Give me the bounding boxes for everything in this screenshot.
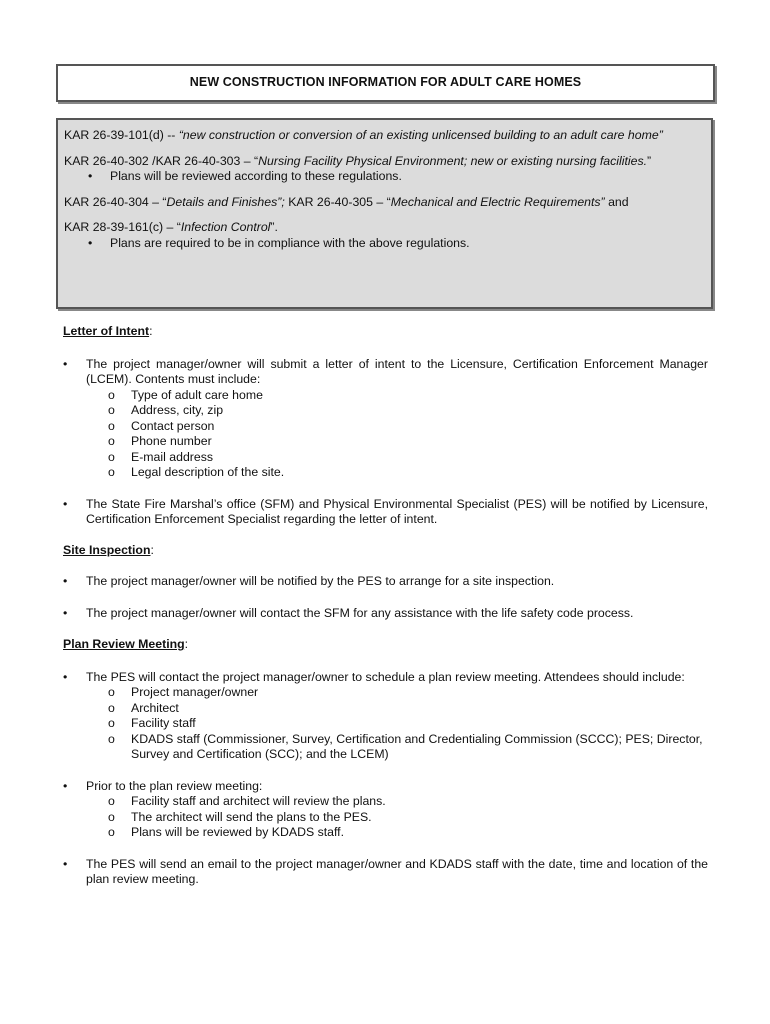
sub-list-item-text: Facility staff	[131, 716, 196, 730]
list-item-text: The project manager/owner will be notified by the PES to arrange for a site inspection.	[86, 574, 555, 588]
sub-list-item	[63, 685, 708, 701]
heading-colon: :	[184, 637, 189, 651]
list-item-text: The project manager/owner will submit a letter of intent to the Licensure, Certification Enforcement Manager (LCEM). Contents must include:	[86, 356, 708, 386]
sub-list-item	[63, 403, 708, 419]
document-title	[56, 64, 715, 102]
circle-bullet-icon: o	[108, 465, 115, 479]
sub-list-item-text: E-mail address	[131, 449, 214, 464]
section-heading-text: Letter of Intent	[63, 324, 150, 338]
sub-list-item-text: KDADS staff (Commissioner, Survey, Certification and Credentialing Commission (SCCC); PES; Director, Survey and Certification (SCC); and the LCEM)	[131, 731, 703, 761]
section-heading-letter-of-intent	[63, 324, 708, 340]
sub-list-item	[63, 450, 708, 466]
bullet-icon: •	[63, 496, 68, 511]
list-item	[63, 857, 708, 888]
section-heading-site-inspection	[63, 543, 708, 559]
regulation-ref: KAR 26-40-305 – “	[284, 194, 391, 209]
circle-bullet-icon: o	[108, 731, 115, 746]
circle-bullet-icon: o	[108, 403, 115, 417]
sub-list-item	[63, 419, 708, 435]
regulation-bullet-text: Plans are required to be in compliance with the above regulations.	[110, 235, 470, 250]
regulation-text: “new construction or conversion of an existing unlicensed building to an adult care home”	[178, 128, 663, 142]
section-heading-plan-review-meeting	[63, 637, 708, 653]
sub-list-item-text: Phone number	[131, 434, 212, 448]
bullet-icon: •	[63, 605, 68, 620]
sub-list-item	[63, 716, 708, 732]
circle-bullet-icon: o	[108, 685, 115, 699]
section-heading-text: Plan Review Meeting	[63, 637, 185, 651]
list-item	[63, 497, 708, 528]
circle-bullet-icon: o	[108, 418, 115, 433]
sub-list-item-text: Architect	[131, 700, 179, 715]
list-item	[63, 574, 708, 590]
sub-list-item-text: Legal description of the site.	[131, 465, 285, 479]
regulation-bullet	[64, 169, 705, 185]
list-item	[63, 670, 708, 686]
list-item-text: The project manager/owner will contact the SFM for any assistance with the life safety code process.	[86, 605, 634, 620]
regulation-text: Details and Finishes”;	[166, 194, 285, 209]
regulation-26-40-302	[64, 154, 705, 170]
list-item-text: The PES will contact the project manager/owner to schedule a plan review meeting. Attendees should include:	[86, 669, 685, 684]
regulation-ref: KAR 28-39-161(c) – “	[64, 220, 181, 234]
sub-list-item	[63, 434, 708, 450]
regulation-bullet	[64, 236, 705, 252]
sub-list-item	[63, 810, 708, 826]
sub-list-item	[63, 465, 708, 481]
regulation-text: Mechanical and Electric Requirements”	[390, 194, 605, 209]
regulation-26-40-304	[64, 195, 705, 211]
bullet-icon: •	[88, 235, 93, 250]
sub-list-item	[63, 701, 708, 717]
circle-bullet-icon: o	[108, 700, 115, 715]
sub-list-item	[63, 388, 708, 404]
regulation-quote-close: ”.	[270, 220, 278, 234]
bullet-icon: •	[63, 356, 68, 371]
list-item	[63, 779, 708, 795]
sub-list-item-text: Address, city, zip	[131, 403, 224, 417]
circle-bullet-icon: o	[108, 794, 115, 808]
circle-bullet-icon: o	[108, 387, 115, 402]
regulations-box	[56, 118, 713, 309]
list-item	[63, 357, 708, 388]
regulation-28-39-161	[64, 220, 705, 236]
bullet-icon: •	[88, 169, 93, 183]
circle-bullet-icon: o	[108, 825, 115, 839]
sub-list-item-text: The architect will send the plans to the PES.	[131, 809, 372, 824]
sub-list-item	[63, 732, 708, 763]
regulation-ref: KAR 26-40-304 – “	[64, 194, 167, 209]
sub-list-item-text: Contact person	[131, 418, 215, 433]
circle-bullet-icon: o	[108, 434, 115, 448]
list-item-text: The PES will send an email to the project manager/owner and KDADS staff with the date, time and location of the plan review meeting.	[86, 856, 708, 886]
list-item	[63, 606, 708, 622]
heading-colon: :	[150, 542, 154, 557]
circle-bullet-icon: o	[108, 449, 115, 464]
sub-list-item-text: Project manager/owner	[131, 685, 259, 699]
heading-colon: :	[149, 324, 153, 338]
bullet-icon: •	[63, 574, 68, 588]
document-body	[63, 324, 708, 888]
list-item-text: The State Fire Marshal’s office (SFM) and Physical Environmental Specialist (PES) will be notified by Licensure, Certification Enforcement Specialist regarding the letter of intent.	[86, 496, 708, 526]
regulation-26-39-101	[64, 128, 705, 144]
sub-list-item-text: Facility staff and architect will review the plans.	[131, 794, 386, 808]
sub-list-item-text: Plans will be reviewed by KDADS staff.	[131, 825, 345, 839]
bullet-icon: •	[63, 856, 68, 871]
regulation-text: Nursing Facility Physical Environment; new or existing nursing facilities.	[258, 153, 648, 168]
regulation-text: Infection Control	[180, 220, 271, 234]
sub-list-item	[63, 794, 708, 810]
regulation-and: and	[604, 194, 629, 209]
list-item-text: Prior to the plan review meeting:	[86, 778, 263, 793]
bullet-icon: •	[63, 778, 68, 793]
regulation-bullet-text: Plans will be reviewed according to these regulations.	[110, 169, 402, 183]
regulation-ref: KAR 26-39-101(d) --	[64, 128, 179, 142]
section-heading-text: Site Inspection	[63, 542, 151, 557]
regulation-quote-close: ”	[647, 153, 652, 168]
sub-list-item	[63, 825, 708, 841]
document-title-text: NEW CONSTRUCTION INFORMATION FOR ADULT CARE HOMES	[189, 75, 582, 90]
bullet-icon: •	[63, 669, 68, 684]
circle-bullet-icon: o	[108, 809, 115, 824]
sub-list-item-text: Type of adult care home	[131, 387, 263, 402]
circle-bullet-icon: o	[108, 716, 115, 730]
regulation-ref: KAR 26-40-302 /KAR 26-40-303 – “	[64, 153, 259, 168]
